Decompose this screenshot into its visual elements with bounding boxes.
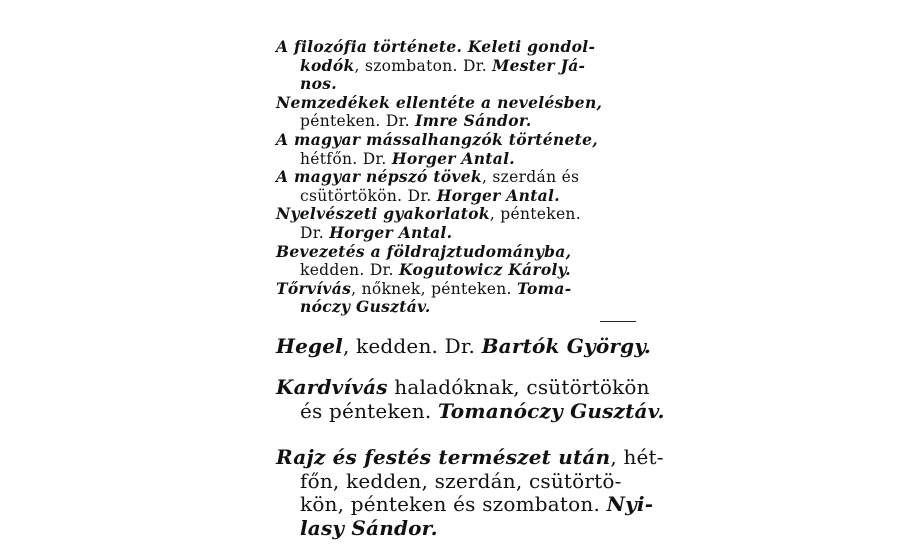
course-schedule-cont: csütörtökön. Dr. <box>300 186 437 205</box>
course-title-text: Nyelvészeti gyakorlatok <box>276 204 490 224</box>
course-title-text: Rajz és festés természet után <box>276 445 611 470</box>
instructor: Bartók György. <box>481 333 652 358</box>
course-title-text: Kardvívás <box>276 375 388 400</box>
instructor: Horger Antal. <box>436 185 560 205</box>
course-schedule: , hét- <box>610 445 664 470</box>
course-schedule-cont: kön, pénteken és szombaton. <box>300 492 607 517</box>
course-title-text: A magyar mássalhangzók története, <box>276 129 598 149</box>
course-line <box>276 517 638 541</box>
course-entry-nemzedekek <box>276 94 638 131</box>
instructor-cont: nos. <box>300 74 337 94</box>
course-schedule: , szerdán és <box>481 168 580 187</box>
course-schedule-cont: Dr. <box>300 223 330 242</box>
instructor: Toma- <box>516 278 572 298</box>
section-divider <box>600 321 636 322</box>
course-schedule: pénteken. Dr. <box>300 112 416 131</box>
course-title <box>276 445 664 470</box>
instructor: Horger Antal. <box>391 148 515 168</box>
course-line <box>276 57 638 76</box>
course-entry-kardvivas <box>276 375 665 423</box>
course-title-text: Nemzedékek ellentéte a nevelésben, <box>276 92 603 112</box>
course-title <box>276 333 652 359</box>
course-entry-nyelveszeti <box>276 205 638 242</box>
course-schedule: , kedden. Dr. <box>342 333 482 358</box>
course-title-cont: kodók <box>300 55 355 75</box>
course-line <box>276 112 638 131</box>
course-title-text: Tőrvívás <box>276 278 352 298</box>
course-schedule: , pénteken. <box>489 205 581 224</box>
course-title-text: A magyar népszó tövek <box>276 167 482 187</box>
course-title <box>276 38 638 57</box>
course-schedule: haladóknak, csütörtökön <box>387 375 650 400</box>
course-title <box>276 168 638 187</box>
instructor: Mester Já- <box>492 55 586 75</box>
course-line <box>276 75 638 94</box>
course-entry-filozofia <box>276 38 638 94</box>
course-line <box>276 261 638 280</box>
course-line <box>276 298 638 317</box>
course-line <box>276 224 638 243</box>
course-title <box>276 280 638 299</box>
instructor-cont: nóczy Gusztáv. <box>300 297 431 317</box>
course-entry-torvivas <box>276 280 638 317</box>
course-title <box>276 243 638 262</box>
course-title-text: Hegel <box>276 333 343 358</box>
course-entry-massalhangzok <box>276 131 638 168</box>
instructor: Nyi- <box>606 492 654 517</box>
course-schedule: , szombaton. Dr. <box>354 56 493 75</box>
course-line <box>276 398 665 424</box>
course-list <box>276 37 665 540</box>
course-schedule-cont: és pénteken. <box>300 398 439 423</box>
instructor: Kogutowicz Károly. <box>399 260 571 280</box>
instructor-cont: lasy Sándor. <box>300 515 438 540</box>
instructor: Imre Sándor. <box>415 111 532 131</box>
instructor: Tomanóczy Gusztáv. <box>438 398 665 423</box>
course-entry-foldrajz <box>276 243 638 280</box>
course-line <box>276 492 654 517</box>
course-line <box>276 187 638 206</box>
course-title <box>276 131 638 150</box>
course-line <box>276 150 638 169</box>
course-title-text: A filozófia története. Keleti gondol- <box>276 37 596 56</box>
course-schedule: hétfőn. Dr. <box>300 149 392 168</box>
instructor: Horger Antal. <box>329 222 453 242</box>
course-title <box>276 205 638 224</box>
course-line <box>276 470 638 494</box>
course-schedule: kedden. Dr. <box>300 261 400 280</box>
course-entry-hegel <box>276 333 652 359</box>
course-entry-nepszo <box>276 168 638 205</box>
course-title-text: Bevezetés a földrajztudományba, <box>276 241 572 261</box>
course-schedule: , nőknek, pénteken. <box>351 279 517 298</box>
course-schedule-cont: főn, kedden, szerdán, csütörtö- <box>300 468 622 493</box>
course-entry-rajz <box>276 445 664 540</box>
course-title <box>276 375 650 400</box>
course-title <box>276 94 638 113</box>
